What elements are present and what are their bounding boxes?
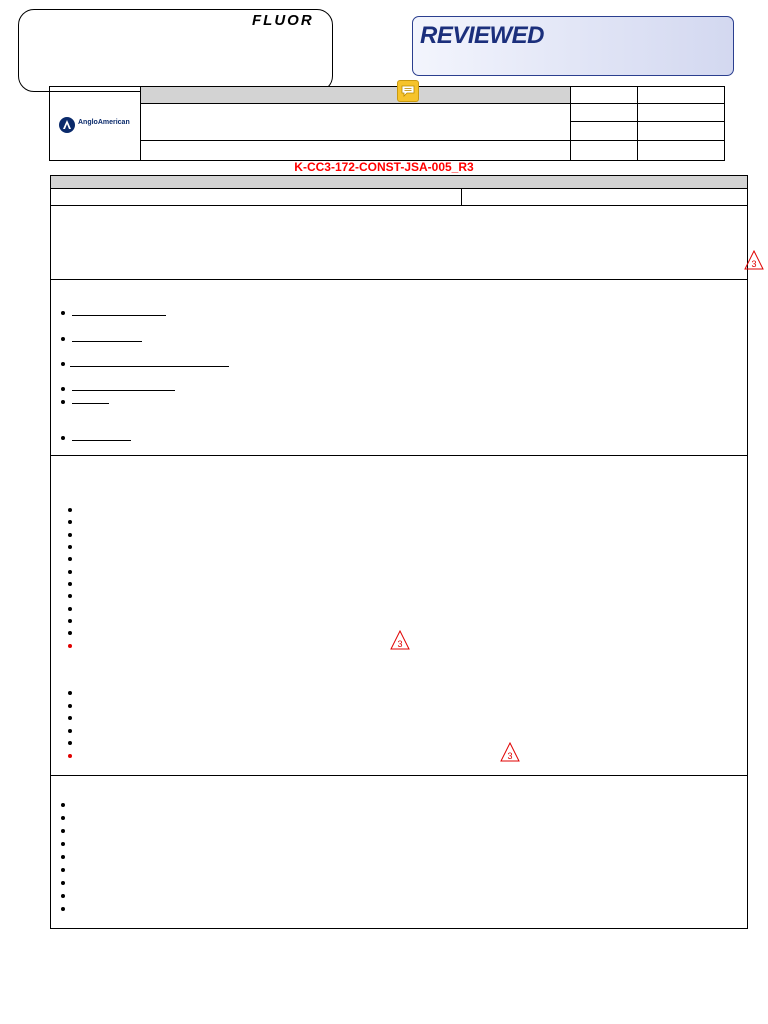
list-bullet	[68, 704, 72, 708]
list-bullet	[68, 741, 72, 745]
list-bullet	[68, 691, 72, 695]
list-bullet	[68, 716, 72, 720]
anglo-american-logo-icon	[58, 116, 76, 134]
list-bullet	[61, 803, 65, 807]
list-bullet	[68, 557, 72, 561]
anglo-american-logo-text: AngloAmerican	[78, 119, 130, 126]
underline-blank	[72, 390, 175, 391]
list-bullet	[61, 400, 65, 404]
underline-blank	[72, 341, 142, 342]
list-bullet	[68, 545, 72, 549]
section-divider	[51, 279, 747, 280]
list-bullet	[68, 520, 72, 524]
list-bullet-revised	[68, 644, 72, 648]
section-divider	[51, 775, 747, 776]
list-bullet	[61, 881, 65, 885]
list-bullet	[68, 570, 72, 574]
underline-blank	[72, 403, 109, 404]
list-bullet	[68, 619, 72, 623]
revision-triangle-icon	[390, 630, 410, 650]
list-bullet	[61, 362, 65, 366]
list-bullet	[68, 594, 72, 598]
revision-triangle-icon	[500, 742, 520, 762]
list-bullet	[61, 894, 65, 898]
list-bullet	[61, 907, 65, 911]
list-bullet	[68, 607, 72, 611]
list-bullet	[68, 729, 72, 733]
svg-text:3: 3	[507, 751, 513, 761]
list-bullet	[68, 533, 72, 537]
list-bullet	[61, 816, 65, 820]
list-bullet	[61, 387, 65, 391]
revision-triangle-icon	[744, 250, 764, 270]
list-bullet	[61, 311, 65, 315]
list-bullet	[61, 855, 65, 859]
jsa-form	[50, 175, 748, 929]
anglo-american-logo	[58, 116, 138, 134]
list-bullet	[61, 842, 65, 846]
underline-blank	[70, 366, 229, 367]
comment-icon[interactable]	[397, 80, 419, 102]
document-header-table	[49, 86, 725, 161]
list-bullet	[61, 829, 65, 833]
list-bullet	[68, 508, 72, 512]
document-number: K-CC3-172-CONST-JSA-005_R3	[294, 160, 474, 174]
list-bullet-revised	[68, 754, 72, 758]
svg-text:3: 3	[751, 259, 757, 269]
reviewed-stamp-label: REVIEWED	[420, 22, 545, 49]
underline-blank	[72, 440, 131, 441]
list-bullet	[61, 868, 65, 872]
svg-text:3: 3	[397, 639, 403, 649]
form-title-band	[51, 176, 747, 189]
underline-blank	[72, 315, 166, 316]
list-bullet	[61, 337, 65, 341]
list-bullet	[61, 436, 65, 440]
list-bullet	[68, 582, 72, 586]
fluor-logo: FLUOR	[252, 12, 314, 29]
section-divider	[51, 455, 747, 456]
list-bullet	[68, 631, 72, 635]
